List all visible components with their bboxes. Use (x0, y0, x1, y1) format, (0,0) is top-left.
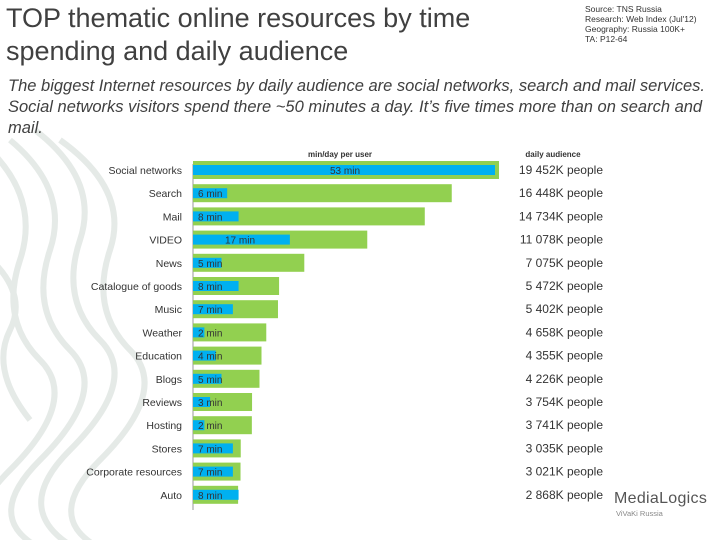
minutes-label: 5 min (198, 258, 223, 270)
source-line: Source: TNS Russia (585, 4, 662, 14)
minutes-label: 6 min (198, 189, 223, 201)
minutes-label: 8 min (198, 490, 223, 502)
minutes-label: 7 min (198, 444, 223, 456)
category-label: Catalogue of goods (90, 281, 182, 293)
research-line: Research: Web Index (Jul'12) (585, 14, 697, 24)
audience-column-header: daily audience (525, 150, 581, 159)
target-audience-line: TA: P12-64 (585, 34, 628, 44)
category-label: Education (135, 350, 182, 363)
category-label: Stores (151, 443, 182, 456)
category-label: Auto (160, 489, 182, 502)
audience-label: 4 658K people (525, 325, 603, 340)
audience-label: 2 868K people (525, 487, 603, 502)
minutes-label: 7 min (198, 305, 223, 317)
minutes-column-header: min/day per user (307, 150, 373, 159)
minutes-label: 8 min (198, 282, 223, 293)
page-subtitle: The biggest Internet resources by daily audience are social networks, search and mail services. Social networks visitors spend there ~50 minutes a day. It’s five times more than on search and mail. (8, 77, 706, 137)
category-label: Weather (142, 327, 182, 340)
category-label: Social networks (108, 165, 182, 177)
audience-label: 19 452K people (518, 163, 603, 177)
minutes-label: 4 min (198, 351, 223, 363)
category-label: Corporate resources (86, 466, 182, 479)
category-label: Hosting (146, 420, 182, 433)
minutes-label: 5 min (198, 374, 223, 386)
category-label: Music (154, 304, 182, 317)
minutes-label: 2 min (198, 421, 223, 433)
audience-label: 4 226K people (525, 371, 603, 386)
minutes-label: 17 min (225, 235, 256, 247)
audience-label: 3 741K people (525, 418, 603, 433)
audience-label: 7 075K people (525, 255, 603, 270)
minutes-label: 8 min (198, 212, 223, 224)
category-label: Reviews (142, 397, 182, 409)
audience-label: 5 472K people (525, 279, 603, 293)
audience-label: 11 078K people (519, 232, 603, 247)
brand-name: MediaLogics (614, 490, 708, 507)
audience-bar (193, 184, 452, 202)
brand-subtitle: ViVaKi Russia (616, 509, 663, 518)
audience-label: 5 402K people (525, 302, 603, 317)
category-label: News (155, 257, 182, 270)
minutes-label: 53 min (329, 166, 361, 177)
audience-label: 4 355K people (525, 348, 603, 363)
audience-label: 3 035K people (525, 441, 603, 456)
category-label: Search (148, 188, 182, 201)
audience-label: 16 448K people (518, 186, 603, 201)
geography-line: Geography: Russia 100K+ (585, 24, 685, 34)
audience-label: 14 734K people (518, 209, 603, 224)
audience-label: 3 021K people (525, 464, 603, 479)
category-label: VIDEO (149, 234, 182, 247)
brand-logo (614, 490, 707, 518)
page-title: TOP thematic online resources by time spending and daily audience (6, 3, 471, 66)
category-label: Blogs (155, 373, 182, 386)
audience-label: 3 754K people (525, 395, 603, 409)
minutes-label: 7 min (198, 467, 223, 479)
minutes-label: 2 min (198, 328, 223, 340)
category-label: Mail (162, 211, 182, 224)
minutes-label: 3 min (198, 398, 223, 409)
